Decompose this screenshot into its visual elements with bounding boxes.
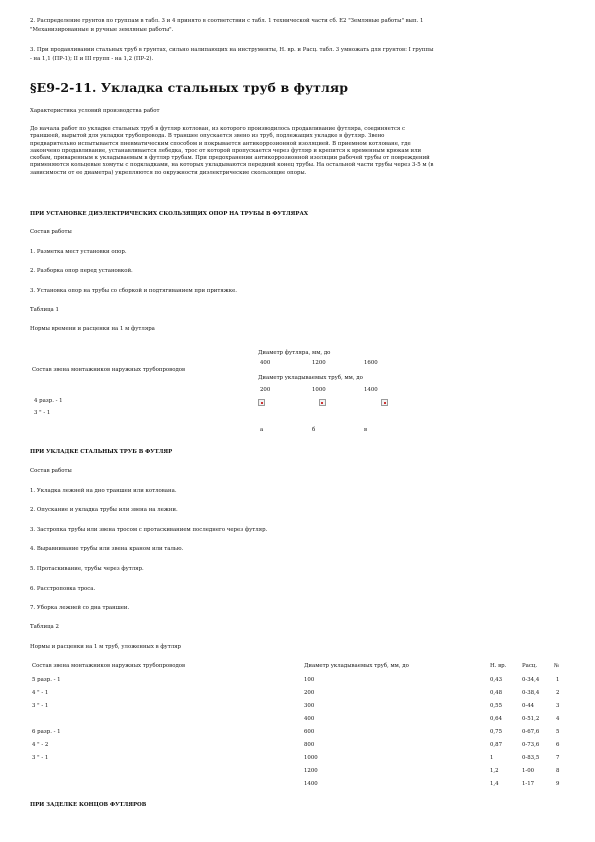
cell-num: 2 (556, 690, 560, 696)
cell-num: 4 (556, 716, 560, 722)
cell-rasc: 0-73,6 (522, 742, 540, 748)
table1-pipe-diameter: 1400 (364, 387, 378, 393)
cell-num: 8 (556, 768, 560, 774)
para-line: зависимости от ее диаметра) укрепляются по окружности диэлектрические скользящие опоры. (30, 169, 307, 176)
part3-heading: ПРИ ЗАДЕЛКЕ КОНЦОВ ФУТЛЯРОВ (30, 802, 147, 808)
cell-num: 5 (556, 729, 560, 735)
cell-crew: 3 " - 1 (32, 703, 49, 709)
table1-crew-line: 4 разр. - 1 (34, 398, 63, 404)
para-line: скобам, приваренным к укладываемым в футляр трубам. При предохранении антикоррозионной изоляции рабочей трубы от повреждений (30, 155, 430, 162)
part2-step: 4. Выравнивание трубы или звена краном или талью. (30, 546, 184, 552)
part2-step: 1. Укладка лежней на дно траншеи или котлована. (30, 488, 177, 494)
cell-nvr: 0,64 (490, 716, 503, 722)
cell-rasc: 0-38,4 (522, 690, 540, 696)
part2-step: 3. Застропка трубы или звена тросом с протаскиванием последнего через футляр. (30, 527, 268, 533)
para-line: применяются кольцевые хомуты с подкладками, на которых укладываются передний конец трубы. На остальной части трубы через 3-5 м (в (30, 162, 434, 169)
note-3-line-2: - на 1,1 (ПР-1); II и III групп - на 1,2 (ПР-2). (30, 56, 154, 62)
part2-step: 6. Расстроповка троса. (30, 586, 96, 592)
cell-num: 6 (556, 742, 560, 748)
part1-heading: ПРИ УСТАНОВКЕ ДИЭЛЕКТРИЧЕСКИХ СКОЛЬЗЯЩИХ ОПОР НА ТРУБЫ В ФУТЛЯРАХ (30, 211, 309, 217)
cell-num: 9 (556, 781, 560, 787)
cell-diameter: 200 (304, 690, 315, 696)
table2-title: Нормы и расценки на 1 м труб, уложенных в футляр (30, 644, 181, 650)
part1-step: 2. Разборка опор перед установкой. (30, 268, 133, 274)
cell-crew: 6 разр. - 1 (32, 729, 61, 735)
table2-header-rasc: Расц. (522, 663, 538, 669)
section-subtitle: Характеристика условий производства работ (30, 108, 160, 114)
cell-crew: 5 разр. - 1 (32, 677, 61, 683)
cell-diameter: 1200 (304, 768, 318, 774)
cell-nvr: 0,75 (490, 729, 503, 735)
table1-pipe-diameter: 1000 (312, 387, 326, 393)
cell-nvr: 0,48 (490, 690, 503, 696)
cell-diameter: 100 (304, 677, 315, 683)
broken-image-icon (258, 399, 265, 406)
cell-nvr: 1,2 (490, 768, 499, 774)
table1-casing-diameter: 400 (260, 360, 271, 366)
cell-nvr: 1,4 (490, 781, 499, 787)
cell-rasc: 1-17 (522, 781, 535, 787)
note-3-line-1: 3. При продавливании стальных труб в грунтах, сильно налипающих на инструменты, Н. вр. и Расц. табл. 3 умножать для грунтов: I группы (30, 47, 434, 53)
table1-row-header: Состав звена монтажников наружных трубопроводов (32, 367, 186, 373)
part2-step: 5. Протаскивание, трубы через футляр. (30, 566, 144, 572)
cell-diameter: 800 (304, 742, 315, 748)
cell-rasc: 0-51,2 (522, 716, 540, 722)
para-line: предварительно испытывается пневматическим способом и покрывается антикоррозионной изоляцией. В приемном котловане, где (30, 140, 411, 147)
cell-rasc: 0-67,6 (522, 729, 540, 735)
part1-step: 3. Установка опор на трубы со сборкой и подтягиванием при притяжке. (30, 288, 238, 294)
cell-crew: 3 " - 1 (32, 755, 49, 761)
cell-crew: 4 " - 2 (32, 742, 49, 748)
table2-header-crew: Состав звена монтажников наружных трубопроводов (32, 663, 186, 669)
cell-nvr: 0,43 (490, 677, 503, 683)
table2-header-num: № (554, 663, 560, 669)
cell-crew: 4 " - 1 (32, 690, 49, 696)
table1-casing-diameter-label: Диаметр футляра, мм, до (258, 350, 331, 356)
cell-rasc: 1-00 (522, 768, 535, 774)
cell-num: 3 (556, 703, 560, 709)
table1-col-letter: б (312, 427, 316, 433)
note-2-line-2: "Механизированные и ручные земляные работы". (30, 27, 174, 33)
cell-nvr: 1 (490, 755, 494, 761)
table1-pipe-diameter: 200 (260, 387, 271, 393)
cell-nvr: 0,55 (490, 703, 503, 709)
table2-header-diameter: Диаметр укладываемых труб, мм, до (304, 663, 409, 669)
table1-pipe-diameter-label: Диаметр укладываемых труб, мм, до (258, 375, 363, 381)
part1-composition-title: Состав работы (30, 229, 72, 235)
cell-rasc: 0-83,5 (522, 755, 540, 761)
table2-header-nvr: Н. вр. (490, 663, 507, 669)
cell-diameter: 600 (304, 729, 315, 735)
part2-step: 2. Опускание и укладка трубы или звена на лежни. (30, 507, 178, 513)
cell-num: 1 (556, 677, 560, 683)
cell-diameter: 1000 (304, 755, 318, 761)
table1-title: Нормы времени и расценки на 1 м футляра (30, 326, 155, 332)
broken-image-icon (381, 399, 388, 406)
part2-heading: ПРИ УКЛАДКЕ СТАЛЬНЫХ ТРУБ В ФУТЛЯР (30, 449, 173, 455)
cell-diameter: 1400 (304, 781, 318, 787)
part2-step: 7. Уборка лежней со дна траншеи. (30, 605, 130, 611)
table1-casing-diameter: 1200 (312, 360, 326, 366)
table1-col-letter: в (364, 427, 368, 433)
part2-composition-title: Состав работы (30, 468, 72, 474)
note-2-line-1: 2. Распределение грунтов по группам в табл. 3 и 4 принято в соответствии с табл. 1 технической части сб. Е2 "Земляные работы" вып. 1 (30, 18, 424, 24)
part1-step: 1. Разметка мест установки опор. (30, 249, 127, 255)
cell-diameter: 300 (304, 703, 315, 709)
table1-crew-line: 3 " - 1 (34, 410, 51, 416)
broken-image-icon (319, 399, 326, 406)
table2-label: Таблица 2 (30, 624, 59, 630)
para-line: закончено продавливание, устанавливается лебедка, трос от которой пропускается через футляр и крепится к временным крюкам или (30, 147, 422, 154)
table1-label: Таблица 1 (30, 307, 59, 313)
para-line: До начала работ по укладке стальных труб в футляр котлован, из которого производилось продавливание футляра, соединяется с (30, 126, 405, 132)
cell-diameter: 400 (304, 716, 315, 722)
cell-rasc: 0-44 (522, 703, 535, 709)
cell-rasc: 0-34,4 (522, 677, 540, 683)
table1-casing-diameter: 1600 (364, 360, 378, 366)
para-line: траншеей, вырытой для укладки трубопровода. В траншее опускается звено из труб, подлежащих укладке в футляр. Звено (30, 133, 385, 140)
section-paragraph (30, 126, 570, 177)
cell-num: 7 (556, 755, 560, 761)
cell-nvr: 0,87 (490, 742, 503, 748)
table1-col-letter: а (260, 427, 264, 433)
section-title: §Е9-2-11. Укладка стальных труб в футляр (30, 80, 349, 95)
